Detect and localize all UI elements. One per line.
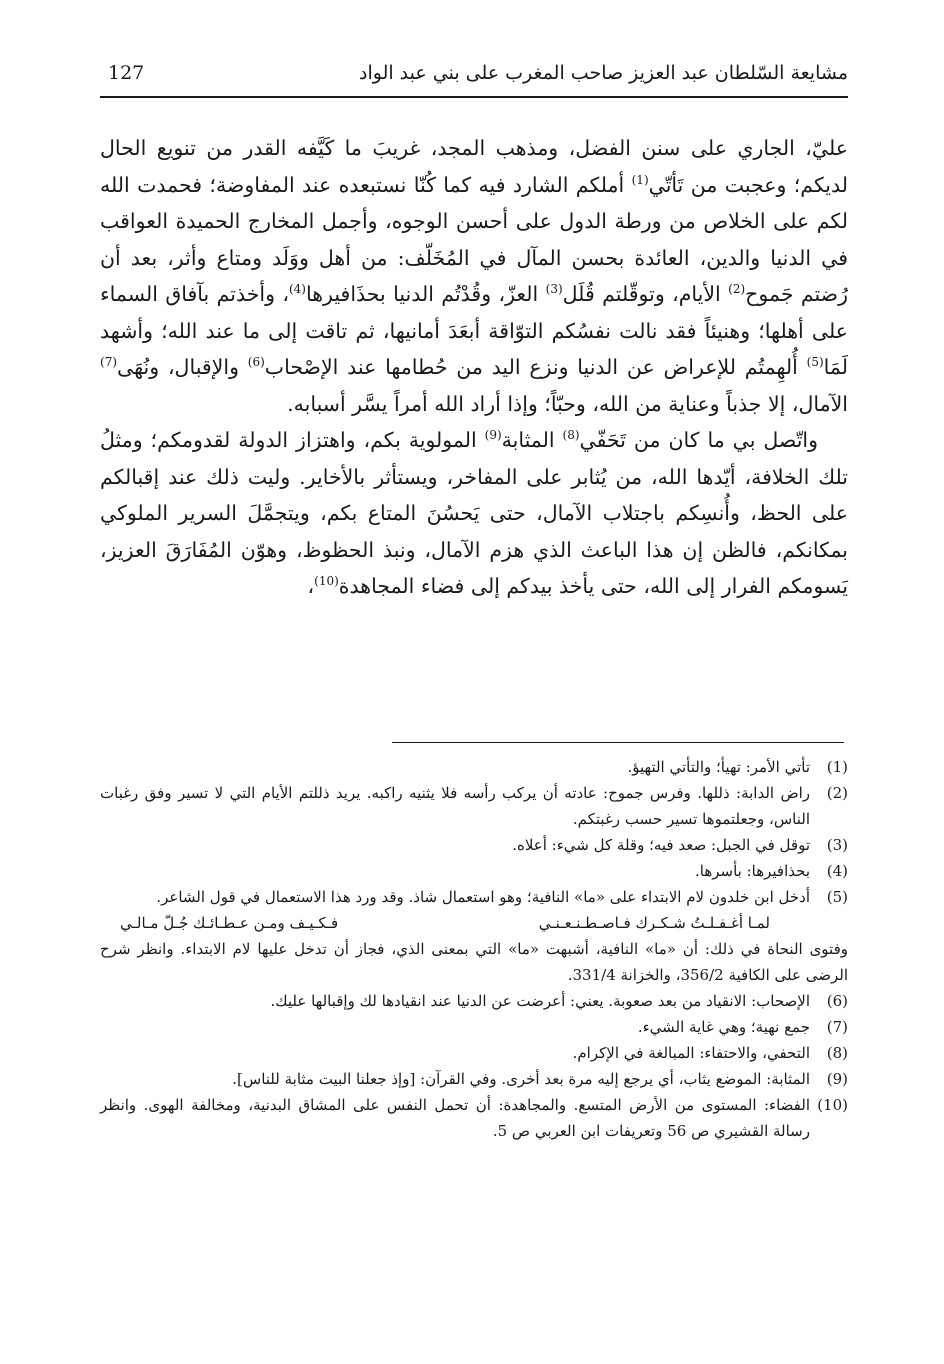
footnote-number: (4) [826, 862, 848, 880]
footnote-ref: (2) [728, 282, 746, 297]
footnote-number: (9) [826, 1070, 848, 1088]
text-run: ، وأخذتم بآفاق السماء على أهلها؛ وهنيئاً فقد نالت نفسُكم التوّاقة أبعَدَ أمانيها، ثم تاقت إلى ما عند الله؛ وأشهد لَمَا [100, 282, 849, 379]
poem-verse [100, 910, 810, 936]
main-text [100, 130, 848, 605]
text-run: عليّ، الجاري على سنن الفضل، ومذهب المجد، غريبَ ما كَيَّفه القدر من تنويع الحال لديكم؛ وعجبت من تَأتّي [100, 136, 848, 197]
footnote-number: (8) [826, 1044, 848, 1062]
footnote-ref: (8) [562, 428, 580, 443]
page-number: 127 [108, 62, 145, 84]
footnote [100, 1066, 848, 1092]
footnote-text: راض الدابة: ذللها. وفرس جموح: عادته أن يركب رأسه فلا يثنيه راكبه. يريد ذللتم الأيام التي لا تسير وفق رغبات الناس، وجعلتموها تسير حسب رغبتكم. [100, 784, 810, 828]
text-run: ، [307, 574, 315, 598]
footnote-ref: (10) [314, 574, 339, 589]
running-header [100, 52, 848, 98]
footnote [100, 1092, 848, 1144]
text-run: الآمال، إلا جذباً وعناية من الله، وحبّاً؛ وإذا أراد الله أمراً يسَّر أسبابه. [287, 391, 848, 416]
footnote-text: أدخل ابن خلدون لام الابتداء على «ما» النافية؛ وهو استعمال شاذ. وقد ورد هذا الاستعمال في قول الشاعر. [156, 888, 810, 906]
footnote-text: جمع نهية؛ وهي غاية الشيء. [637, 1018, 810, 1036]
footnote [100, 1040, 848, 1066]
footnote-number: (10) [817, 1096, 848, 1114]
footnote [100, 988, 848, 1014]
footnotes [100, 754, 848, 1144]
footnote-ref: (5) [806, 355, 824, 370]
footnote-ref: (3) [545, 282, 563, 297]
footnote-text: الفضاء: المستوى من الأرض المتسع. والمجاهدة: أن تحمل النفس على المشاق البدنية، ومخالفة الهوى. وانظر رسالة القشيري ص 56 وتعريفات ابن العربي ص 5. [100, 1096, 810, 1140]
text-run: أملكم الشارد فيه كما كُنّا نستبعده عند المفاوضة؛ فحمدت الله لكم على الخلاص من ورطة الدول على أحسن الوجوه، وأجمل المخارج الحميدة العواقب في الدنيا والدين، العائدة بحسن المآل في المُخَلّف: من أهل ووَلَد ومتاع وأثر، بعد أن رُضتم جَموح [100, 172, 848, 306]
text-run: الأيام، وتوقّلتم قُلَل [562, 282, 729, 306]
footnote [100, 780, 848, 832]
footnote-separator [392, 742, 844, 743]
footnote-text: الإصحاب: الانقياد من بعد صعوبة. يعني: أعرضت عن الدنيا عند انقيادها لك وإقبالها عليك. [270, 992, 810, 1010]
footnote-ref: (6) [247, 355, 265, 370]
footnote-number: (2) [826, 784, 848, 802]
footnote-text: التحفي، والاحتفاء: المبالغة في الإكرام. [572, 1044, 810, 1062]
footnote-ref: (7) [100, 355, 118, 370]
footnote-number: (1) [826, 758, 848, 776]
footnote-text: توقل في الجبل: صعد فيه؛ وقلة كل شيء: أعلاه. [512, 836, 810, 854]
footnote-text: تأتي الأمر: تهيأ؛ والتأتي التهيؤ. [627, 758, 810, 776]
footnote [100, 858, 848, 884]
footnote [100, 754, 848, 780]
footnote [100, 1014, 848, 1040]
footnote-text: بحذافيرها: بأسرها. [694, 862, 810, 880]
footnote-ref: (1) [631, 172, 649, 187]
running-title: مشايعة السّلطان عبد العزيز صاحب المغرب على بني عبد الواد [359, 62, 848, 84]
footnote-number: (3) [826, 836, 848, 854]
text-run: العزّ، وقُدْتُم الدنيا بحذَافيرها [305, 282, 546, 306]
text-run: المثابة [501, 428, 563, 452]
footnote-continuation: وفتوى النحاة في ذلك: أن «ما» النافية، أشبهت «ما» التي بمعنى الذي، فجاز أن تدخل عليها لام الابتداء. وانظر شرح الرضى على الكافية 356/2، والخزانة 331/4. [100, 940, 848, 984]
footnote-number: (7) [826, 1018, 848, 1036]
text-run: واتّصل بي ما كان من تَحَفّي [579, 428, 818, 452]
verse-hemistich: فـكـيـف ومـن عـطـائـك جُـلّ مـالـي [120, 914, 339, 932]
footnote-number: (5) [826, 888, 848, 906]
footnote-text: المثابة: الموضع يثاب، أي يرجع إليه مرة بعد أخرى. وفي القرآن: [وإذ جعلنا البيت مثابة للناس]. [232, 1070, 810, 1088]
text-run: المولوية بكم، واهتزاز الدولة لقدومكم؛ ومثلُ تلك الخلافة، أيّدها الله، من يُثابر على المفاخر، ويستأثر بالأخاير. وليت ذلك عند إقبالكم على الحظ، وأُنسِكم باجتلاب الآمال، حتى يَحسُنَ المتاع بكم، ويتجمَّلَ السرير الملوكي بمكانكم، فالظن إن هذا الباعث الذي هزم الآمال، ونبذ الحظوظ، وهوّن المُفَارَقَ العزيز، يَسومكم الفرار إلى الله، حتى يأخذ بيدكم إلى فضاء المجاهدة [100, 428, 848, 598]
footnote-ref: (4) [288, 282, 306, 297]
paragraph-2 [100, 422, 848, 605]
text-run: والإقبال، ونُهَى [117, 355, 248, 379]
footnote [100, 884, 848, 910]
footnote-ref: (9) [484, 428, 502, 443]
paragraph-1 [100, 130, 848, 422]
footnote-number: (6) [826, 992, 848, 1010]
footnote [100, 832, 848, 858]
text-run: أُلهِمتُم للإعراض عن الدنيا ونزع اليد من حُطامها عند الإصْحاب [264, 355, 807, 379]
verse-hemistich: لمـا أغـفـلـتُ شـكـرك فـاصـطـنـعـنـي [538, 914, 770, 932]
